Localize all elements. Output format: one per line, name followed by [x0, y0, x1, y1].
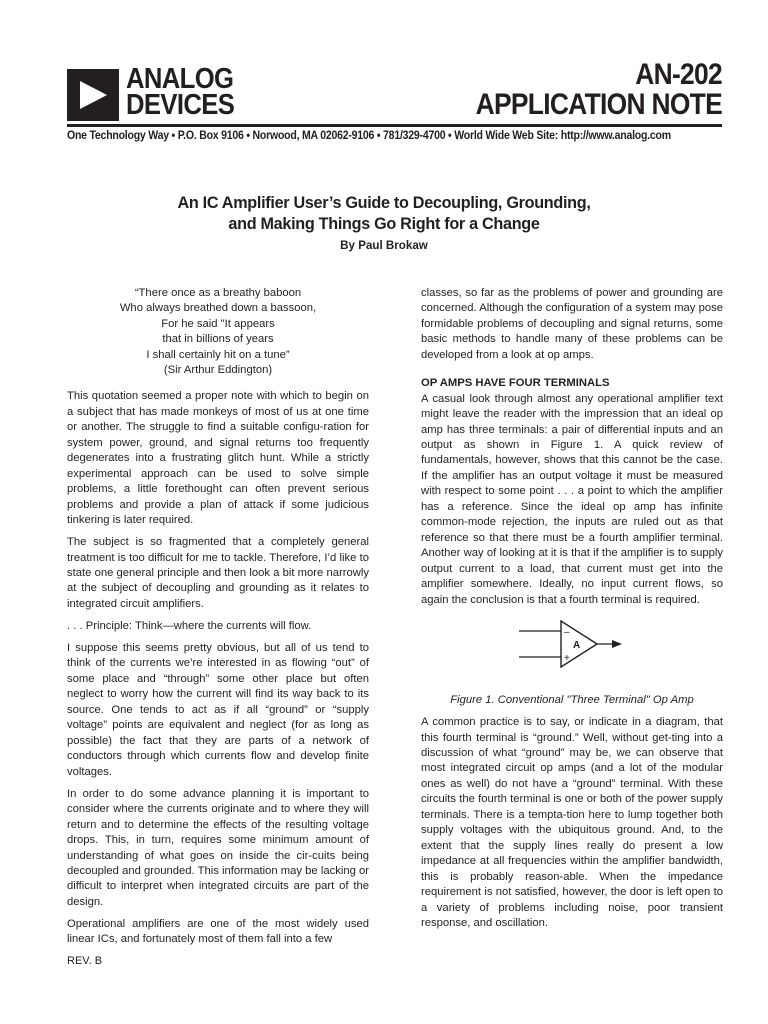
- right-column: [421, 286, 723, 938]
- logo-triangle-icon: [80, 81, 107, 109]
- noninverting-input-label: +: [564, 652, 570, 664]
- body-paragraph: A common practice is to say, or indicate in a diagram, that this fourth terminal is “ground.” Well, without get-ting into a discussion of what “ground” may be, we can observe that most integrated circuit op amps (and a lot of the modular ones as well) do not have a “ground” terminal. With these circuits the fourth terminal is one or both of the power supply terminals. There is a tempta-tion here to lump together both supply voltages with the ubiquitous ground. And, to the extent that the supply lines really do present a low impedance at all frequencies within the amplifier bandwidth, this is probably reason-able. When the impedance requirement is not satisfied, however, the door is left open to a variety of problems including noise, poor transient response, and oscillation.: [421, 716, 723, 929]
- section-heading: OP AMPS HAVE FOUR TERMINALS: [421, 377, 610, 390]
- epigraph-line: “There once as a breathy baboon: [134, 287, 302, 299]
- amplifier-label: A: [573, 639, 581, 651]
- revision-label: REV. B: [67, 955, 103, 967]
- op-amp-symbol: [519, 615, 624, 675]
- figure-caption: Figure 1. Conventional "Three Terminal" Op Amp: [450, 693, 694, 706]
- principle-statement: . . . Principle: Think—where the currents will flow.: [67, 619, 312, 632]
- epigraph-attribution: (Sir Arthur Eddington): [163, 364, 273, 377]
- logo-wordmark: [126, 63, 235, 121]
- header-rule: [67, 124, 722, 127]
- body-paragraph: This quotation seemed a proper note with which to begin on a subject that has made monkeys of most of us at one time or another. The struggle to find a suitable configu-ration for system power, ground, and signal returns too frequently degenerates into a frustrating glitch hunt. While a strictly experimental approach can be used to solve simple problems, a little forethought can often prevent serious problems and provide a plan of attack if some judicious tinkering is later required.: [67, 390, 369, 527]
- body-paragraph: I suppose this seems pretty obvious, but all of us tend to think of the currents we’re interested in as flowing “out” of some place and “through” some other place but often neglect to worry how the current will find its way back to its source. One tends to act as if all “ground” or “supply voltage” points are equivalent and neglect (for as long as possible) the fact that they are parts of a network of conductors through which currents flow and develop finite voltages.: [67, 642, 369, 778]
- inverting-input-label: –: [564, 626, 570, 638]
- analog-devices-logo: [67, 63, 257, 121]
- document-type: APPLICATION NOTE: [475, 88, 722, 121]
- epigraph-line: I shall certainly hit on a tune”: [146, 348, 290, 361]
- logo-line-1: ANALOG: [126, 63, 234, 95]
- title-line-2: and Making Things Go Right for a Change: [228, 215, 540, 233]
- document-id: [476, 60, 722, 120]
- body-paragraph: The subject is so fragmented that a completely general treatment is too difficult for me to tackle. Therefore, I’d like to state one general principle and then look a bit more narrowly at the subject of decoupling and grounding as it relates to integrated circuit amplifiers.: [67, 536, 369, 610]
- document-title: [0, 193, 768, 235]
- logo-mark: [67, 69, 119, 121]
- left-column: [67, 286, 369, 954]
- company-address: One Technology Way • P.O. Box 9106 • Norwood, MA 02062-9106 • 781/329-4700 • World Wide Web Site: http://www.analog.com: [67, 128, 671, 142]
- epigraph-line: Who always breathed down a bassoon,: [119, 302, 317, 315]
- body-paragraph: A casual look through almost any operational amplifier text might leave the reader with the impression that an ideal op amp has three terminals: a pair of differential inputs and an output as shown in Figure 1. A quick review of fundamentals, however, shows that this cannot be the case. If the amplifier has an output voltage it must be measured with respect to some point . . . a point to which the amplifier has a reference. Since the ideal op amp has infinite common-mode rejection, the inputs are ruled out as that reference so that there must be a fourth amplifier terminal. Another way of looking at it is that if the amplifier is to supply output current to a load, that current must get into the amplifier somewhere. Ideally, no input current flows, so again the conclusion is that a fourth terminal is required.: [421, 392, 723, 606]
- epigraph-line: that in billions of years: [162, 333, 274, 346]
- epigraph-line: For he said "It appears: [161, 317, 275, 330]
- logo-line-2: DEVICES: [126, 89, 235, 121]
- figure-1-op-amp-diagram: [421, 615, 723, 693]
- title-line-1: An IC Amplifier User’s Guide to Decoupling, Grounding,: [177, 194, 591, 212]
- author-byline: By Paul Brokaw: [340, 239, 428, 252]
- body-paragraph: Operational amplifiers are one of the most widely used linear ICs, and fortunately most of them fall into a few: [67, 917, 369, 946]
- epigraph: [67, 286, 369, 378]
- body-paragraph: classes, so far as the problems of power and grounding are concerned. Although the configuration of a system may pose formidable problems of decoupling and signal returns, some basic methods to handle many of these problems can be developed from a look at op amps.: [421, 287, 723, 361]
- document-number: AN-202: [635, 58, 722, 91]
- body-paragraph: In order to do some advance planning it is important to consider where the currents originate and to where they will return and to determine the effects of the resulting voltage drops. This, in turn, requires some minimum amount of understanding of what goes on inside the cir-cuits being decoupled and grounded. This information may be lacking or difficult to interpret when integrated circuits are part of the design.: [67, 787, 369, 908]
